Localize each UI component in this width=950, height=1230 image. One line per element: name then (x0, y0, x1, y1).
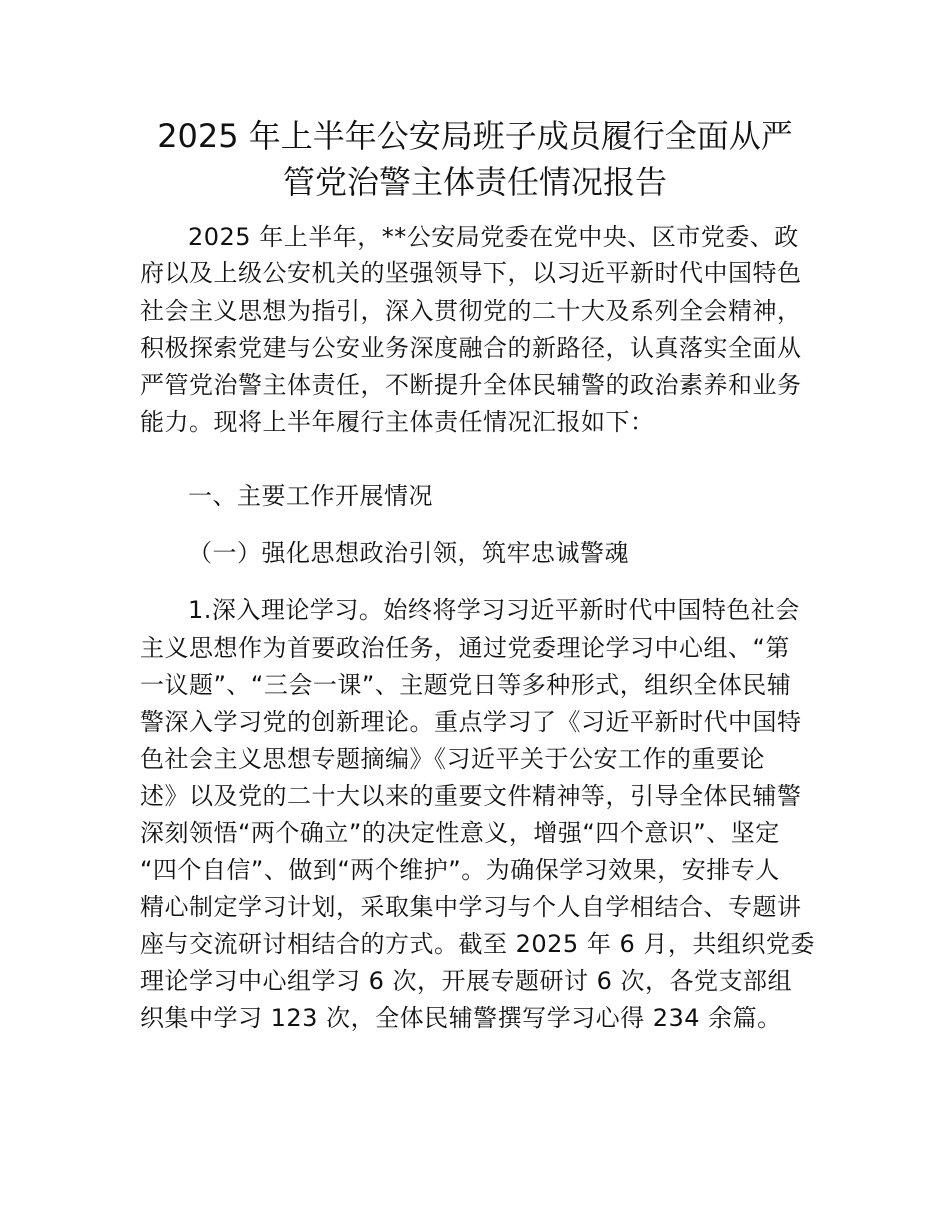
body-paragraph-line-4: 警深入学习党的创新理论。重点学习了《习近平新时代中国特 (140, 708, 802, 736)
body-paragraph-line-6: 述》以及党的二十大以来的重要文件精神等，引导全体民辅警 (140, 782, 802, 810)
intro-paragraph-line-2: 府以及上级公安机关的坚强领导下，以习近平新时代中国特色 (140, 259, 802, 287)
body-paragraph-line-8: “四个自信”、做到“两个维护”。为确保学习效果，安排专人 (140, 856, 780, 884)
body-paragraph-line-10: 座与交流研讨相结合的方式。截至 2025 年 6 月，共组织党委 (140, 930, 815, 958)
document-title-line-1: 2025 年上半年公安局班子成员履行全面从严 (157, 117, 793, 155)
body-paragraph-line-9: 精心制定学习计划，采取集中学习与个人自学相结合、专题讲 (140, 893, 802, 921)
subsection-heading: （一）强化思想政治引领，筑牢忠诚警魂 (188, 539, 629, 567)
intro-paragraph-line-4: 积极探索党建与公安业务深度融合的新路径，认真落实全面从 (140, 334, 802, 362)
document-title-line-2: 管党治警主体责任情况报告 (282, 163, 667, 201)
body-paragraph-line-3: 一议题”、“三会一课”、主题党日等多种形式，组织全体民辅 (140, 671, 792, 699)
body-paragraph-line-7: 深刻领悟“两个确立”的决定性意义，增强“四个意识”、坚定 (140, 819, 780, 847)
body-paragraph-line-5: 色社会主义思想专题摘编》《习近平关于公安工作的重要论 (140, 745, 765, 773)
body-paragraph-line-2: 主义思想作为首要政治任务，通过党委理论学习中心组、“第 (140, 634, 790, 662)
intro-paragraph-line-6: 能力。现将上半年履行主体责任情况汇报如下： (140, 408, 655, 436)
body-paragraph-line-12: 织集中学习 123 次，全体民辅警撰写学习心得 234 余篇。 (140, 1004, 782, 1032)
body-paragraph-line-1: 1.深入理论学习。始终将学习习近平新时代中国特色社会 (188, 596, 800, 624)
intro-paragraph-line-1: 2025 年上半年，**公安局党委在党中央、区市党委、政 (188, 223, 799, 251)
intro-paragraph-line-5: 严管党治警主体责任，不断提升全体民辅警的政治素养和业务 (140, 371, 802, 399)
intro-paragraph-line-3: 社会主义思想为指引，深入贯彻党的二十大及系列全会精神， (140, 297, 802, 325)
body-paragraph-line-11: 理论学习中心组学习 6 次，开展专题研讨 6 次，各党支部组 (140, 967, 793, 995)
section-heading: 一、主要工作开展情况 (188, 482, 433, 510)
